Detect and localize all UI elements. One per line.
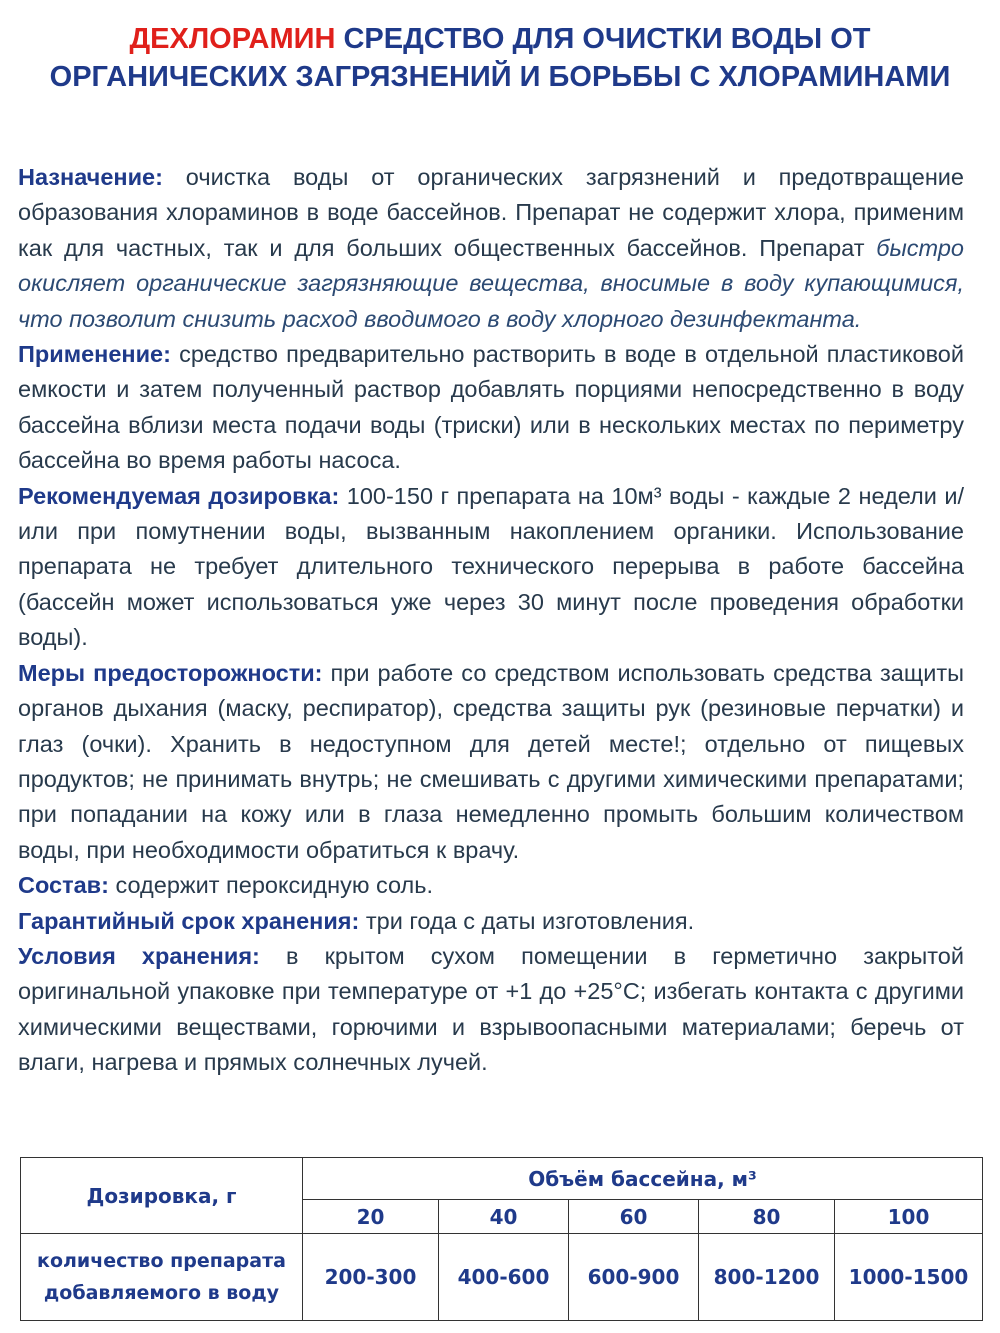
purpose-italic: быстро окисляет органические загрязняющие вещества, вносимые в воду купающимися, что позволит снизить расход вводимого в воду хлорного дезинфектанта. [18, 234, 964, 332]
dosage-header-cell: Дозировка, г [21, 1158, 303, 1234]
volume-cell: 60 [569, 1200, 699, 1234]
volume-cell: 100 [835, 1200, 983, 1234]
section-usage [18, 337, 964, 479]
shelf-life-text: три года с даты изготовления. [359, 907, 695, 934]
storage-text: в крытом сухом помещении в герметично закрытой оригинальной упаковке при температуре от +1 до +25°С; избегать контакта с другими химическими веществами, горючими и взрывоопасными материалами; беречь от влаги, нагрева и прямых солнечных лучей. [18, 942, 964, 1076]
dosage-table [20, 1157, 983, 1321]
brand-name: ДЕХЛОРАМИН [129, 23, 336, 55]
page-title [40, 20, 960, 96]
purpose-text: очистка воды от органических загрязнений и предотвращение образования хлораминов в воде бассейнов. Препарат не содержит хлора, применим как для частных, так и для больших общественных бассейнов. Препарат [18, 164, 964, 261]
volume-header-cell: Объём бассейна, м³ [303, 1158, 983, 1200]
title-rest: СРЕДСТВО ДЛЯ ОЧИСТКИ ВОДЫ ОТ ОРГАНИЧЕСКИХ ЗАГРЯЗНЕНИЙ И БОРЬБЫ С ХЛОРАМИНАМИ [49, 23, 951, 93]
section-shelf-life [18, 904, 964, 939]
usage-text: средство предварительно растворить в воде в отдельной пластиковой емкости и затем полученный раствор добавлять порциями непосредственно в воду бассейна вблизи места подачи воды (триски) или в нескольких местах по периметру бассейна во время работы насоса. [18, 341, 964, 474]
section-purpose [18, 160, 964, 337]
storage-label: Условия хранения: [18, 942, 260, 969]
dose-cell: 400-600 [439, 1234, 569, 1321]
dose-cell: 1000-1500 [835, 1234, 983, 1321]
dosage-label: Рекомендуемая дозировка: [18, 482, 340, 509]
section-precautions [18, 656, 964, 868]
dose-cell: 800-1200 [699, 1234, 835, 1321]
section-storage [18, 939, 964, 1081]
volume-cell: 80 [699, 1200, 835, 1234]
composition-text: содержит пероксидную соль. [108, 872, 434, 899]
usage-label: Применение: [18, 341, 171, 368]
composition-label: Состав: [18, 872, 109, 899]
section-composition [18, 868, 964, 903]
section-dosage [18, 479, 964, 656]
dose-cell: 600-900 [569, 1234, 699, 1321]
volume-cell: 20 [303, 1200, 439, 1234]
shelf-life-label: Гарантийный срок хранения: [18, 907, 360, 934]
precautions-text: при работе со средством использовать средства защиты органов дыхания (маску, респиратор), средства защиты рук (резиновые перчатки) и глаз (очки). Хранить в недоступном для детей месте!; отдельно от пищевых продуктов; не принимать внутрь; не смешивать с другими химическими препаратами; при попадании на кожу или в глаза немедленно промыть большим количеством воды, при необходимости обратиться к врачу. [18, 659, 964, 863]
row-label-cell: количество препарата добавляемого в воду [21, 1234, 303, 1321]
dosage-text: 100-150 г препарата на 10м³ воды - каждые 2 недели и/или при помутнении воды, вызванным накоплением органики. Использование препарата не требует длительного технического перерыва в работе бассейна (бассейн может использоваться уже через 30 минут после проведения обработки воды). [18, 482, 964, 651]
volume-cell: 40 [439, 1200, 569, 1234]
description-body [18, 160, 964, 1081]
dose-cell: 200-300 [303, 1234, 439, 1321]
precautions-label: Меры предосторожности: [18, 659, 323, 686]
purpose-label: Назначение: [18, 164, 163, 190]
